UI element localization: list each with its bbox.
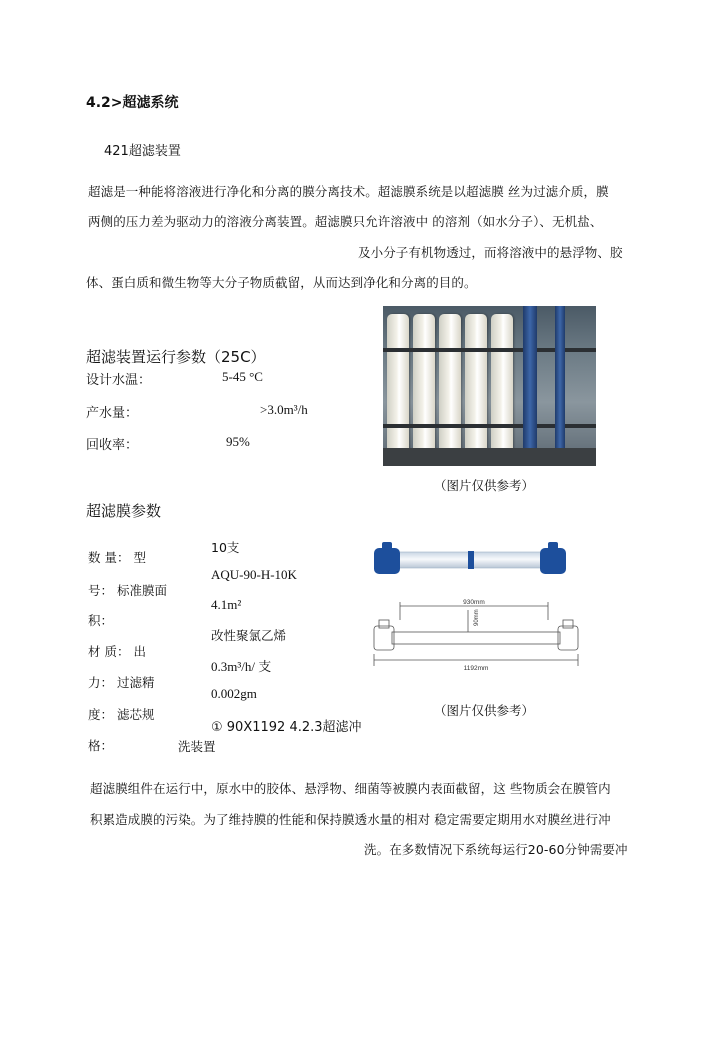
drawing-caption: （图片仅供参考） — [434, 703, 535, 718]
photo-caption: （图片仅供参考） — [434, 478, 535, 493]
membrane-label-4: 材 质： 出 — [88, 644, 146, 659]
flush-line-1: 超滤膜组件在运行中，原水中的胶体、悬浮物、细菌等被膜内表面截留，这 些物质会在膜管内 — [90, 781, 611, 796]
membrane-label-1: 数 量： 型 — [88, 550, 146, 565]
membrane-dimension-drawing — [370, 596, 582, 676]
equipment-photo — [383, 306, 596, 466]
subsection-heading: 421超滤装置 — [104, 144, 181, 159]
membrane-value-material: 改性聚氯乙烯 — [211, 628, 287, 643]
membrane-label-3: 积： — [88, 613, 114, 628]
membrane-value-model: AQU-90-H-10K — [211, 567, 297, 582]
drawing-dim-side: 90mm — [474, 609, 480, 626]
membrane-label-5: 力： 过滤精 — [88, 675, 155, 690]
device-params-title: 超滤装置运行参数（25C） — [86, 348, 266, 366]
membrane-label-2: 号： 标准膜面 — [88, 583, 167, 598]
drawing-dim-top: 930mm — [463, 599, 485, 606]
device-param-value-temp: 5-45 °C — [222, 369, 263, 384]
membrane-value-flush-heading: 洗装置 — [178, 739, 216, 754]
device-param-label-flow: 产水量： — [86, 406, 139, 421]
intro-line-4: 体、蛋白质和微生物等大分子物质截留，从而达到净化和分离的目的。 — [86, 275, 477, 290]
intro-line-2: 两侧的压力差为驱动力的溶液分离装置。超滤膜只允许溶液中 的溶剂（如水分子）、无机盐、 — [88, 214, 603, 229]
membrane-label-6: 度： 滤芯规 — [88, 707, 155, 722]
membrane-label-7: 格： — [88, 738, 114, 753]
membrane-value-precision: 0.002gm — [211, 686, 257, 701]
device-param-value-recovery: 95% — [226, 434, 250, 449]
membrane-params-title: 超滤膜参数 — [86, 502, 162, 520]
device-param-label-temp: 设计水温： — [86, 373, 152, 388]
intro-line-3: 及小分子有机物透过，而将溶液中的悬浮物、胶 — [358, 245, 623, 260]
membrane-value-spec: ① 90X1192 4.2.3超滤冲 — [211, 720, 362, 735]
intro-line-1: 超滤是一种能将溶液进行净化和分离的膜分离技术。超滤膜系统是以超滤膜 丝为过滤介质，膜 — [88, 184, 609, 199]
flush-line-2: 积累造成膜的污染。为了维持膜的性能和保持膜透水量的相对 稳定需要定期用水对膜丝进行冲 — [90, 812, 611, 827]
device-param-label-recovery: 回收率： — [86, 438, 139, 453]
membrane-value-qty: 10支 — [211, 540, 240, 555]
drawing-dim-bottom: 1192mm — [463, 665, 489, 672]
membrane-tube-photo — [370, 540, 570, 582]
section-heading: 4.2>超滤系统 — [86, 95, 179, 111]
membrane-value-area: 4.1m² — [211, 597, 242, 612]
device-param-value-flow: >3.0m³/h — [260, 402, 308, 417]
membrane-value-output: 0.3m³/h/ 支 — [211, 659, 272, 674]
flush-line-3: 洗。在多数情况下系统每运行20-60分钟需要冲 — [364, 842, 628, 857]
